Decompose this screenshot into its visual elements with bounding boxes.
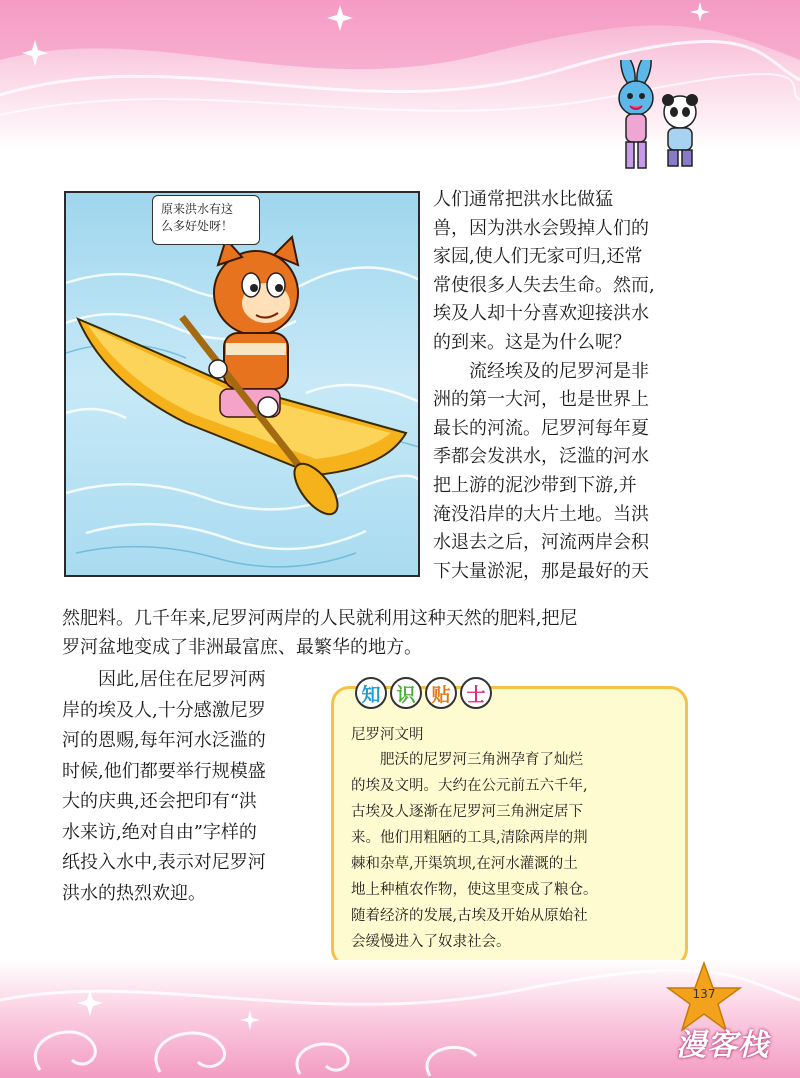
speech-bubble-line: 么多好处呀！ [161,219,234,233]
comic-illustration [66,193,420,577]
text-line: 时候,他们都要举行规模盛 [62,760,266,782]
text-line: 水退去之后，河流两岸会积 [433,532,649,554]
text-line: 水来访,绝对自由”字样的 [62,821,257,843]
text-line: 埃及人却十分喜欢迎接洪水 [433,303,649,325]
mascot-characters-image [598,60,718,180]
title-char-badge: 识 [390,677,422,709]
comic-panel [64,191,420,577]
title-char-badge: 士 [460,677,492,709]
text-line: 因此,居住在尼罗河两 [62,669,266,690]
paragraph-right-column [433,186,655,586]
text-line: 洪水的热烈欢迎。 [62,882,206,904]
text-line: 古埃及人逐渐在尼罗河三角洲定居下 [351,804,583,820]
text-line: 棘和杂草,开渠筑坝,在河水灌溉的土 [351,856,578,872]
sparkle-icon [240,1010,260,1030]
text-line: 罗河盆地变成了非洲最富庶、最繁华的地方。 [62,636,422,658]
knowledge-body [351,747,598,955]
speech-bubble [152,195,260,245]
text-line: 纸投入水中,表示对尼罗河 [62,852,266,873]
text-line: 季都会发洪水，泛滥的河水 [433,446,649,468]
title-char-badge: 知 [355,677,387,709]
text-line: 来。他们用粗陋的工具,清除两岸的荆 [351,830,588,846]
text-line: 最长的河流。尼罗河每年夏 [433,417,649,439]
text-line: 地上种植农作物，使这里变成了粮仓。 [351,882,598,898]
text-line: 会缓慢进入了奴隶社会。 [351,934,511,950]
text-line: 河的恩赐,每年河水泛滥的 [62,730,266,751]
text-line: 人们通常把洪水比做猛 [433,189,613,210]
text-line: 兽，因为洪水会毁掉人们的 [433,217,649,239]
text-line: 岸的埃及人,十分感激尼罗 [62,699,266,721]
paragraph-left-column [62,665,266,909]
text-line: 肥沃的尼罗河三角洲孕育了灿烂 [351,752,583,768]
text-line: 常使很多人失去生命。然而, [433,274,655,296]
speech-bubble-line: 原来洪水有这 [161,202,234,216]
title-char-badge: 贴 [425,677,457,709]
text-line: 把上游的泥沙带到下游,并 [433,474,637,496]
text-line: 然肥料。几千年来,尼罗河两岸的人民就利用这种天然的肥料,把尼 [62,608,578,629]
sparkle-icon [77,990,103,1016]
text-line: 随着经济的发展,古埃及开始从原始社 [351,908,588,924]
text-line: 家园,使人们无家可归,还常 [433,246,643,268]
knowledge-tip-title [355,677,492,711]
paragraph-full-width [62,605,577,662]
text-line: 大的庆典,还会把印有“洪 [62,791,257,812]
text-line: 下大量淤泥，那是最好的天 [433,560,649,582]
watermark-logo: 漫客栈 [676,1028,769,1063]
page-number: 137 [692,987,716,1001]
text-line: 淹没沿岸的大片土地。当洪 [433,503,649,525]
text-line: 洲的第一大河，也是世界上 [433,389,649,411]
text-line: 的埃及文明。大约在公元前五六千年, [351,778,588,794]
text-line: 流经埃及的尼罗河是非 [433,360,649,382]
knowledge-heading: 尼罗河文明 [351,727,424,743]
text-line: 的到来。这是为什么呢？ [433,331,631,353]
